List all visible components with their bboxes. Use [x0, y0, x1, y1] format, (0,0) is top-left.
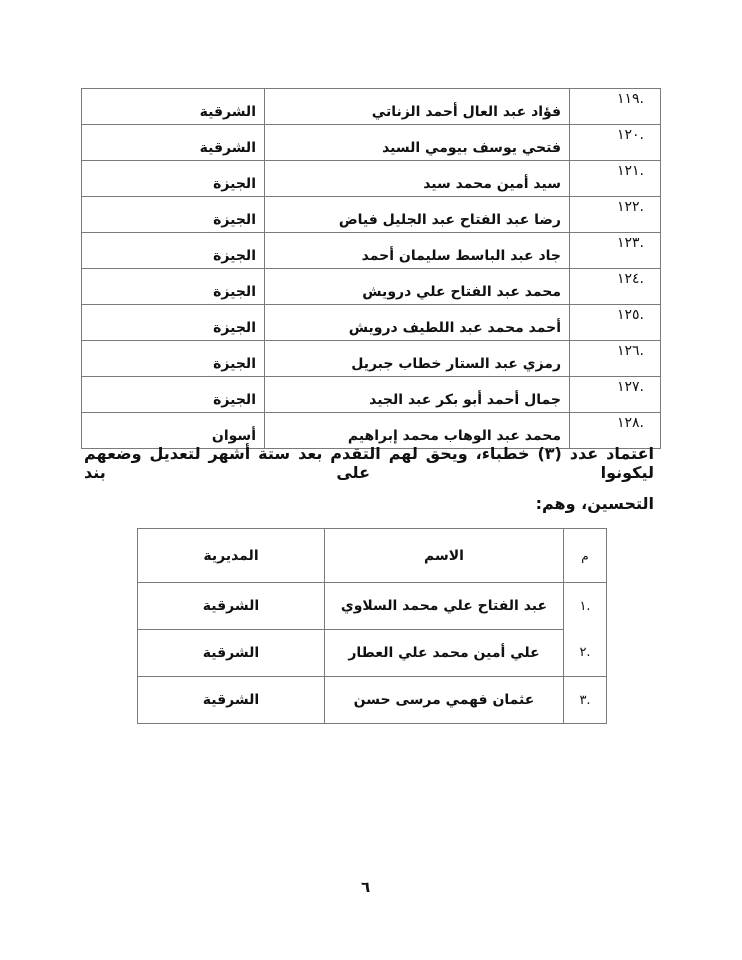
governorate: الجيزة [82, 269, 265, 305]
governorate: الشرقية [138, 677, 325, 724]
governorate: أسوان [82, 413, 265, 449]
governorate: الجيزة [82, 341, 265, 377]
person-name: رضا عبد الفتاح عبد الجليل فياض [265, 197, 570, 233]
row-number: .١ [564, 583, 607, 630]
governorate: الشرقية [138, 583, 325, 630]
person-name: جمال أحمد أبو بكر عبد الجيد [265, 377, 570, 413]
table-row [82, 233, 661, 269]
person-name: أحمد محمد عبد اللطيف درويش [265, 305, 570, 341]
approved-preachers-table [137, 528, 607, 724]
table-row [138, 630, 607, 677]
row-number: .١٢١ [570, 161, 661, 197]
table-row [82, 377, 661, 413]
person-name: فتحي يوسف بيومي السيد [265, 125, 570, 161]
table-row [82, 305, 661, 341]
governorate: الجيزة [82, 161, 265, 197]
table-header-row [138, 529, 607, 583]
person-name: علي أمين محمد علي العطار [325, 630, 564, 677]
header-name: الاسم [325, 529, 564, 583]
row-number: .١٢٦ [570, 341, 661, 377]
row-number: .٣ [564, 677, 607, 724]
header-governorate: المديرية [138, 529, 325, 583]
table-row [82, 197, 661, 233]
person-name: فؤاد عبد العال أحمد الزناتي [265, 89, 570, 125]
governorate: الجيزة [82, 305, 265, 341]
person-name: محمد عبد الوهاب محمد إبراهيم [265, 413, 570, 449]
row-number: .١٢٤ [570, 269, 661, 305]
row-number: .٢ [564, 630, 607, 677]
row-number: .١٢٠ [570, 125, 661, 161]
row-number: .١٢٧ [570, 377, 661, 413]
table-row [82, 341, 661, 377]
person-name: عثمان فهمي مرسى حسن [325, 677, 564, 724]
person-name: رمزي عبد الستار خطاب جبريل [265, 341, 570, 377]
page-number: ٦ [361, 878, 371, 896]
governorate: الجيزة [82, 197, 265, 233]
governorate: الشرقية [138, 630, 325, 677]
governorate: الشرقية [82, 89, 265, 125]
row-number: .١٢٢ [570, 197, 661, 233]
person-name: محمد عبد الفتاح علي درويش [265, 269, 570, 305]
table-row [82, 89, 661, 125]
table-row [82, 125, 661, 161]
row-number: .١١٩ [570, 89, 661, 125]
governorate: الجيزة [82, 377, 265, 413]
table-row [138, 583, 607, 630]
table-row [138, 677, 607, 724]
header-number: م [564, 529, 607, 583]
table-row [82, 161, 661, 197]
person-name: عبد الفتاح علي محمد السلاوي [325, 583, 564, 630]
governorate: الشرقية [82, 125, 265, 161]
person-name: جاد عبد الباسط سليمان أحمد [265, 233, 570, 269]
approval-paragraph-line-2: التحسين، وهم: [535, 494, 654, 513]
approval-paragraph-line-1: اعتماد عدد (٣) خطباء، ويحق لهم التقدم بعد ستة أشهر لتعديل وضعهم ليكونوا على بند [84, 444, 654, 482]
table-row [82, 269, 661, 305]
row-number: .١٢٣ [570, 233, 661, 269]
names-table-continued [81, 88, 661, 449]
row-number: .١٢٨ [570, 413, 661, 449]
row-number: .١٢٥ [570, 305, 661, 341]
governorate: الجيزة [82, 233, 265, 269]
person-name: سيد أمين محمد سيد [265, 161, 570, 197]
